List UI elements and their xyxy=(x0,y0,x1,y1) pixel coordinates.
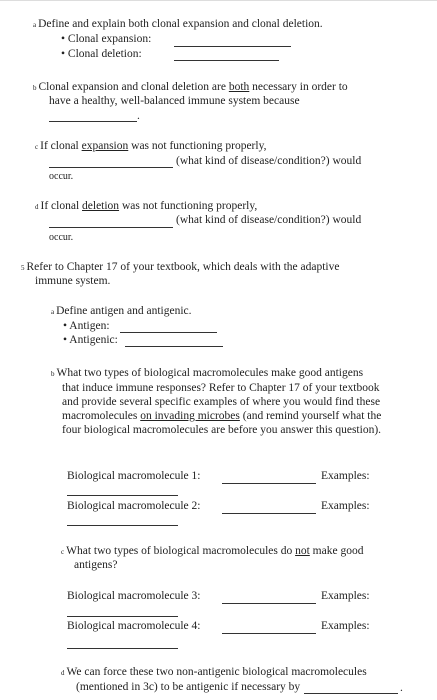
bm2-answer-line[interactable] xyxy=(222,513,316,514)
biological-macromolecule-1-label: Biological macromolecule 1: xyxy=(67,470,201,482)
bm1-answer-line[interactable] xyxy=(222,483,316,484)
q4b-period: . xyxy=(137,110,140,122)
q5-number: 5 xyxy=(21,264,25,272)
q4c-line3: occur. xyxy=(49,171,74,182)
q4c-line1: c If clonal expansion was not functioning properly, xyxy=(35,140,267,152)
biological-macromolecule-2-label: Biological macromolecule 2: xyxy=(67,500,201,512)
q4a-marker: a xyxy=(33,21,37,29)
bm4-answer-line[interactable] xyxy=(222,633,316,634)
q5b-line3: and provide several specific examples of where you would find these xyxy=(62,396,381,408)
biological-macromolecule-4-label: Biological macromolecule 4: xyxy=(67,620,201,632)
clonal-expansion-label: • Clonal expansion: xyxy=(61,33,152,45)
bm3-answer-line[interactable] xyxy=(222,603,316,604)
q5b-line4: macromolecules on invading microbes (and remind yourself what the xyxy=(62,410,382,422)
q5b-marker: b xyxy=(51,370,55,378)
q4c-answer-line[interactable] xyxy=(49,167,173,168)
q5d-marker: d xyxy=(61,669,65,677)
q5b-line2: that induce immune responses? Refer to Chapter 17 of your textbook xyxy=(62,382,380,394)
antigenic-label: • Antigenic: xyxy=(63,334,118,346)
q5a-text: a Define antigen and antigenic. xyxy=(51,305,192,317)
antigen-label: • Antigen: xyxy=(63,320,110,332)
q4b-line1: b Clonal expansion and clonal deletion are both necessary in order to xyxy=(33,81,348,93)
q5c-marker: c xyxy=(61,548,65,556)
q5c-line2: antigens? xyxy=(74,559,118,571)
q5a-marker: a xyxy=(51,308,55,316)
q5b-line1: b What two types of biological macromolecules make good antigens xyxy=(51,367,364,379)
bm4-examples-label: Examples: xyxy=(321,620,370,632)
q4a-text: a Define and explain both clonal expansion and clonal deletion. xyxy=(33,18,323,30)
top-border xyxy=(0,0,437,1)
q5d-line2: (mentioned in 3c) to be antigenic if necessary by xyxy=(76,681,301,693)
q5d-period: . xyxy=(400,682,403,694)
antigen-answer-line[interactable] xyxy=(120,332,217,333)
bm3-examples-label: Examples: xyxy=(321,590,370,602)
bm1-examples-label: Examples: xyxy=(321,470,370,482)
clonal-expansion-answer-line[interactable] xyxy=(174,46,291,47)
clonal-deletion-label: • Clonal deletion: xyxy=(61,48,142,60)
q4c-line2: (what kind of disease/condition?) would xyxy=(176,155,362,167)
biological-macromolecule-3-label: Biological macromolecule 3: xyxy=(67,590,201,602)
q4c-marker: c xyxy=(35,143,39,151)
q4d-answer-line[interactable] xyxy=(49,227,173,228)
q4d-line2: (what kind of disease/condition?) would xyxy=(176,214,362,226)
q4d-marker: d xyxy=(35,203,39,211)
clonal-deletion-answer-line[interactable] xyxy=(174,60,279,61)
antigenic-answer-line[interactable] xyxy=(125,346,223,347)
bm2-examples-answer-line[interactable] xyxy=(67,525,178,526)
q5d-answer-line[interactable] xyxy=(304,693,398,694)
q4b-line2: have a healthy, well-balanced immune system because xyxy=(49,95,300,107)
q5c-line1: c What two types of biological macromolecules do not make good xyxy=(61,545,364,557)
q4b-marker: b xyxy=(33,84,37,92)
q4d-line1: d If clonal deletion was not functioning properly, xyxy=(35,200,258,212)
q5-line1: 5 Refer to Chapter 17 of your textbook, which deals with the adaptive xyxy=(21,261,340,273)
bm1-examples-answer-line[interactable] xyxy=(67,495,178,496)
q4d-line3: occur. xyxy=(49,232,74,243)
q5-line2: immune system. xyxy=(35,275,111,287)
bm2-examples-label: Examples: xyxy=(321,500,370,512)
q4b-answer-line[interactable] xyxy=(49,121,137,122)
bm3-examples-answer-line[interactable] xyxy=(67,616,178,617)
q5d-line1: d We can force these two non-antigenic biological macromolecules xyxy=(61,666,367,678)
q5b-line5: four biological macromolecules are before you answer this question). xyxy=(62,424,382,436)
bm4-examples-answer-line[interactable] xyxy=(67,648,178,649)
